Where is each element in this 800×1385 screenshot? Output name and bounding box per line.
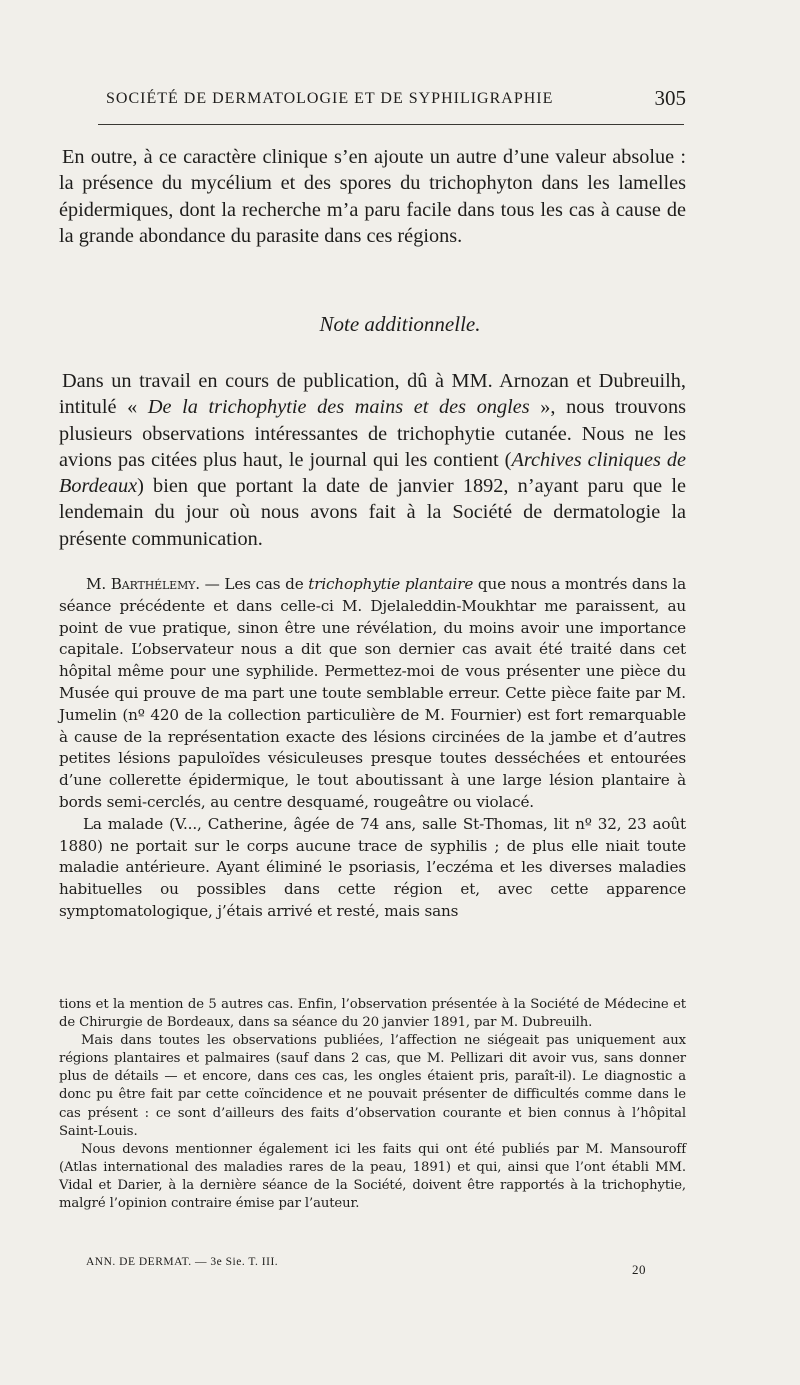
header-rule [98,124,684,125]
note-text-c: ) bien que portant la date de janvier 1892, n’ayant paru que le lendemain du jour où nous avons fait à la Société de dermatologie la présente communication. [59,475,686,550]
page-footer [86,1256,646,1277]
note-cited-title: De la trichophytie des mains et des ongles [147,396,530,419]
page-number: 305 [654,86,686,110]
footnote-paragraph-2: Mais dans toutes les observations publiées, l’affection ne siégeait pas uniquement aux régions plantaires et palmaires (sauf dans 2 cas, que M. Pellizari dit avoir vus, sans donner plus de détails — et encore, dans ces cas, les ongles étaient pris, paraît-il). Le diagnostic a donc pu être fait par cette coïncidence et ne pouvait présenter de difficultés comme dans le cas présent : ce sont d’ailleurs des faits d’observation courante et bien connus à l’hôpital Saint-Louis. [59,1033,686,1139]
running-title: SOCIÉTÉ DE DERMATOLOGIE ET DE SYPHILIGRAPHIE [106,90,554,107]
note-text-b: », nous trouvons plusieurs observations intéressantes de trichophytie cutanée. Nous ne les avions pas citées plus haut, le journal qui les contient ( [59,396,686,471]
note-journal-title: Archives cliniques de Bordeaux [59,448,686,498]
discussion-paragraph-1 [59,574,686,814]
intro-paragraph: En outre, à ce caractère clinique s’en ajoute un autre d’une valeur absolue : la présence du mycélium et des spores du trichophyton dans les lamelles épidermiques, dont la recherche m’a paru facile dans tous les cas à cause de la grande abondance du parasite dans ces régions. [59,146,686,247]
speaker-name: M. Barthélemy. [86,575,200,593]
signature-mark: ANN. DE DERMAT. — 3e Sie. T. III. [86,1256,279,1268]
discussion-text-a: — Les cas de [199,575,309,593]
note-title: Note additionnelle. [319,312,481,336]
note-text-a: Dans un travail en cours de publication, dû à MM. Arnozan et Dubreuilh, intitulé « [59,370,686,419]
discussion-term: trichophytie plantaire [308,575,474,593]
discussion-block [59,574,686,923]
sheet-number: 20 [632,1262,646,1277]
footnote-paragraph-1: tions et la mention de 5 autres cas. Enfin, l’observation présentée à la Société de Médecine et de Chirurgie de Bordeaux, dans sa séance du 20 janvier 1891, par M. Dubreuilh. [59,997,686,1031]
discussion-paragraph-2: La malade (V..., Catherine, âgée de 74 ans, salle St-Thomas, lit nº 32, 23 août 1880) ne portait sur le corps aucune trace de syphilis ; de plus elle niait toute maladie antérieure. Ayant éliminé le psoriasis, l’eczéma et les diverses maladies habituelles ou possibles dans cette région et, avec cette apparence symptomatologique, j’étais arrivé et resté, mais sans [59,814,686,920]
discussion-text-b: que nous a montrés dans la séance précédente et dans celle-ci M. Djelaleddin-Moukhtar me paraissent, au point de vue pratique, sinon être une révélation, du moins avoir une importance capitale. L’observateur nous a dit que son dernier cas avait été traité dans cet hôpital même pour une syphilide. Permettez-moi de vous présenter une pièce du Musée qui prouve de ma part une toute semblable erreur. Cette pièce faite par M. Jumelin (nº 420 de la collection particulière de M. Fournier) est fort remarquable à cause de la représentation exacte des lésions circinées de la jambe et d’autres petites lésions papuloïdes vésiculeuses presque toutes desséchées et entourées d’une collerette épidermique, le tout aboutissant à une large lésion plantaire à bords semi-cerclés, au centre desquamé, rougeâtre ou violacé. [59,575,687,811]
note-block [59,368,686,552]
footnote-block [59,996,686,1213]
note-paragraph [59,368,686,552]
footnote-paragraph-3: Nous devons mentionner également ici les faits qui ont été publiés par M. Mansouroff (Atlas international des maladies rares de la peau, 1891) et qui, ainsi que l’ont établi MM. Vidal et Darier, à la dernière séance de la Société, doivent être rapportés à la trichophytie, malgré l’opinion contraire émise par l’auteur. [59,1141,686,1212]
intro-paragraph-block [59,144,686,249]
page-header [100,86,686,114]
